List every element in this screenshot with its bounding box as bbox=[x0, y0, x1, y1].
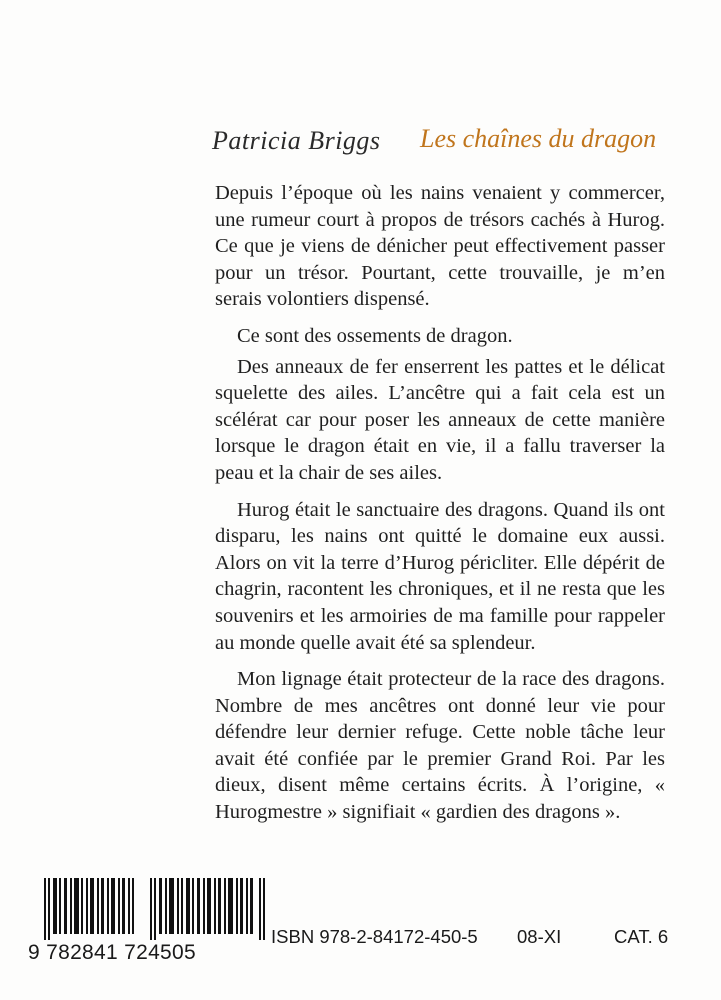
category-label: CAT. 6 bbox=[614, 926, 669, 947]
paragraph: Mon lignage était protecteur de la race des dragons. Nombre de mes ancêtres ont donné leur vie pour défendre leur dernier refuge. Cette noble tâche leur avait été confiée par le premier Grand Roi. Par les dieux, disent même certains écrits. À l’origine, « Hurogmestre » signifiait « gardien des dragons ». bbox=[215, 668, 665, 824]
author-name: Patricia Briggs bbox=[212, 126, 381, 155]
back-cover-text bbox=[215, 180, 665, 836]
isbn-label: ISBN 978-2-84172-450-5 bbox=[271, 926, 478, 947]
book-title: Les chaînes du dragon bbox=[420, 124, 657, 153]
barcode-digits: 9 782841 724505 bbox=[28, 941, 196, 964]
barcode-icon bbox=[44, 878, 265, 940]
paragraph: Depuis l’époque où les nains venaient y commercer, une rumeur court à propos de trésors cachés à Hurog. Ce que je viens de dénicher peut effectivement passer pour un trésor. Pourtant, cette trouvaille, je m’en serais volontiers dispensé. bbox=[215, 182, 665, 311]
paragraph: Hurog était le sanctuaire des dragons. Quand ils ont disparu, les nains ont quitté le domaine eux aussi. Alors on vit la terre d’Hurog péricliter. Elle dépérit de chagrin, racontent les chroniques, et il ne resta que les souvenirs et les armoiries de ma famille pour rappeler au monde quelle avait été sa splendeur. bbox=[215, 498, 665, 654]
print-code: 08-XI bbox=[517, 926, 562, 947]
paragraph: Des anneaux de fer enserrent les pattes et le délicat squelette des ailes. L’ancêtre qui a fait cela est un scélérat car pour poser les anneaux de cette manière lorsque le dragon était en vie, il a fallu traverser la peau et la chair de ses ailes. bbox=[215, 355, 665, 484]
paragraph: Ce sont des ossements de dragon. bbox=[237, 324, 513, 347]
